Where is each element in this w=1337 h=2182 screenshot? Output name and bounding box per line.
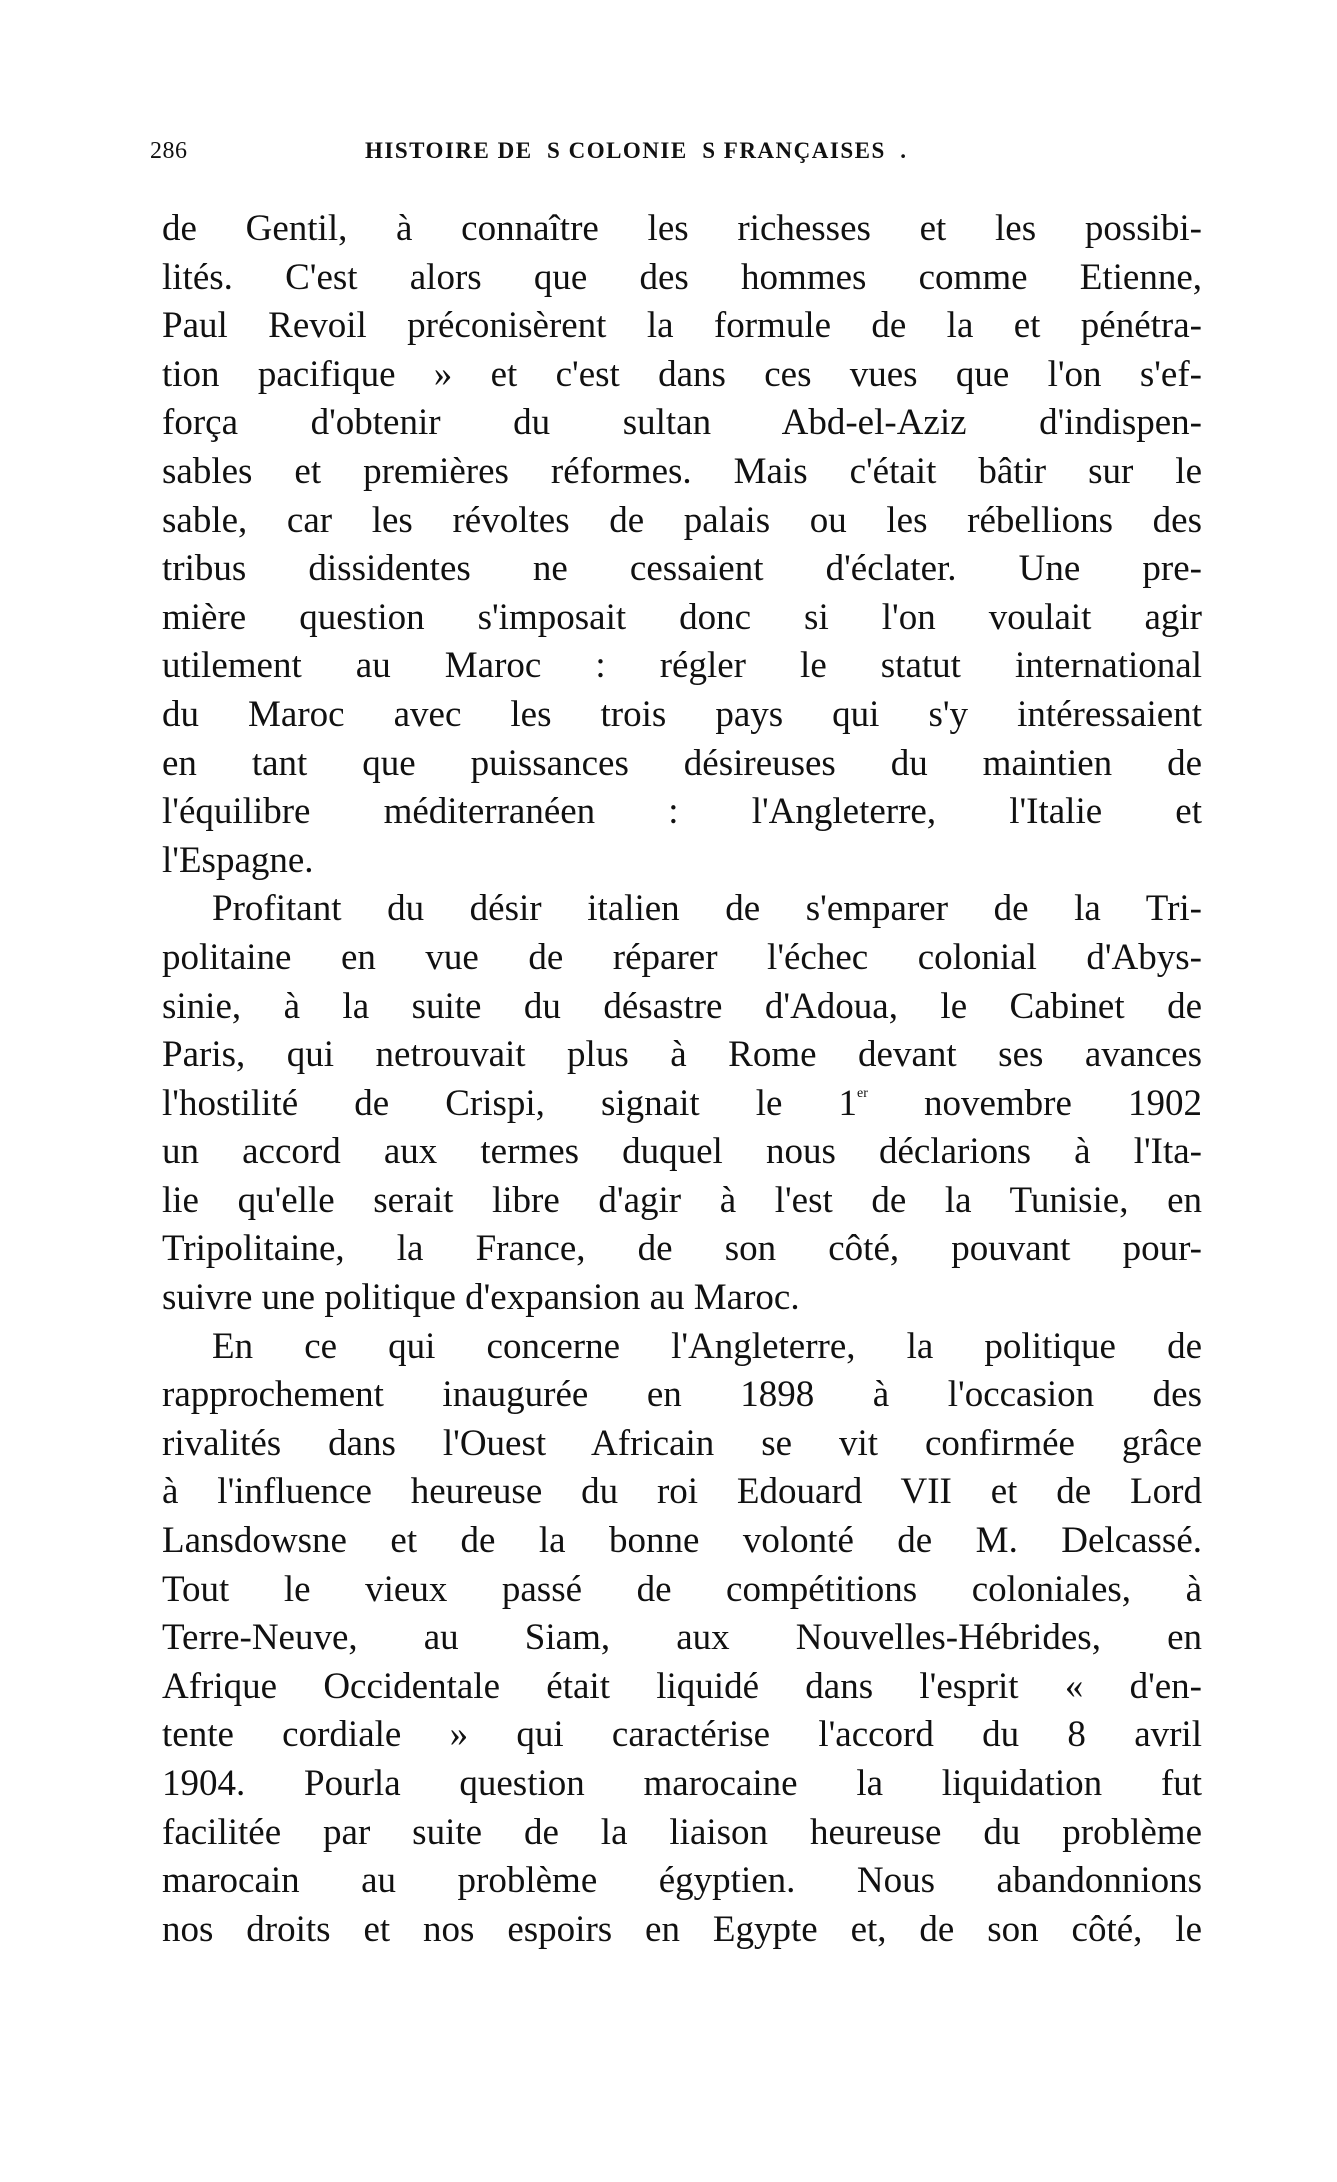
text-line: sinie, à la suite du désastre d'Adoua, le Cabinet de xyxy=(162,985,1202,1027)
text-line: mière question s'imposait donc si l'on voulait agir xyxy=(162,596,1202,638)
text-line: rapprochement inaugurée en 1898 à l'occasion des xyxy=(162,1374,1202,1416)
text-line: politaine en vue de réparer l'échec colonial d'Abys- xyxy=(162,936,1202,978)
text-line: l'Espagne. xyxy=(162,839,314,881)
text-line: Tripolitaine, la France, de son côté, pouvant pour- xyxy=(162,1228,1202,1270)
text-line: Profitant du désir italien de s'emparer de la Tri- xyxy=(212,888,1202,930)
text-line-with-superscript xyxy=(162,1080,1202,1129)
text-line: sables et premières réformes. Mais c'était bâtir sur le xyxy=(162,450,1202,492)
text-line: lités. C'est alors que des hommes comme Etienne, xyxy=(162,256,1202,298)
paragraph-3 xyxy=(162,1323,1202,1955)
paragraph-1 xyxy=(162,205,1202,885)
superscript-ordinal: er xyxy=(857,1085,868,1101)
text-line: 1904. Pourla question marocaine la liquidation fut xyxy=(162,1763,1202,1804)
text-line: Paul Revoil préconisèrent la formule de la et pénétra- xyxy=(162,305,1202,347)
page-number: 286 xyxy=(150,138,188,164)
text-line: Lansdowsne et de la bonne volonté de M. Delcassé. xyxy=(162,1520,1202,1562)
text-line: tion pacifique » et c'est dans ces vues que l'on s'ef- xyxy=(162,353,1202,395)
line-text: l'hostilité de Crispi, signait le 1 xyxy=(162,1082,858,1124)
text-line: força d'obtenir du sultan Abd-el-Aziz d'indispen- xyxy=(162,402,1202,444)
running-title: HISTOIRE DE S COLONIE S FRANÇAISES . xyxy=(365,138,908,163)
text-line: lie qu'elle serait libre d'agir à l'est de la Tunisie, en xyxy=(162,1179,1202,1221)
text-line: du Maroc avec les trois pays qui s'y intéressaient xyxy=(162,693,1202,735)
text-line: En ce qui concerne l'Angleterre, la politique de xyxy=(212,1325,1202,1367)
text-line: de Gentil, à connaître les richesses et les possibi- xyxy=(162,208,1202,249)
text-line: suivre une politique d'expansion au Maroc. xyxy=(162,1277,800,1319)
text-line: en tant que puissances désireuses du maintien de xyxy=(162,742,1202,784)
text-line: Tout le vieux passé de compétitions coloniales, à xyxy=(162,1568,1202,1610)
text-line: nos droits et nos espoirs en Egypte et, de son côté, le xyxy=(162,1908,1202,1950)
text-line: utilement au Maroc : régler le statut international xyxy=(162,645,1202,687)
text-line: l'équilibre méditerranéen : l'Angleterre, l'Italie et xyxy=(162,791,1202,833)
text-line: rivalités dans l'Ouest Africain se vit confirmée grâce xyxy=(162,1422,1202,1464)
body-text xyxy=(162,205,1202,1954)
text-line: sable, car les révoltes de palais ou les rébellions des xyxy=(162,499,1202,541)
text-line: à l'influence heureuse du roi Edouard VII et de Lord xyxy=(162,1471,1202,1513)
text-line: Paris, qui netrouvait plus à Rome devant ses avances xyxy=(162,1034,1202,1076)
line-text-tail: novembre 1902 xyxy=(867,1082,1202,1124)
text-line: facilitée par suite de la liaison heureuse du problème xyxy=(162,1811,1202,1853)
page-header xyxy=(150,138,1190,174)
text-line: un accord aux termes duquel nous déclarions à l'Ita- xyxy=(162,1131,1202,1173)
text-line: tribus dissidentes ne cessaient d'éclater. Une pre- xyxy=(162,548,1202,590)
text-line: Terre-Neuve, au Siam, aux Nouvelles-Hébrides, en xyxy=(162,1617,1202,1659)
text-line: Afrique Occidentale était liquidé dans l'esprit « d'en- xyxy=(162,1665,1202,1707)
paragraph-2 xyxy=(162,885,1202,1322)
text-line: tente cordiale » qui caractérise l'accord du 8 avril xyxy=(162,1714,1202,1756)
text-line: marocain au problème égyptien. Nous abandonnions xyxy=(162,1860,1202,1902)
